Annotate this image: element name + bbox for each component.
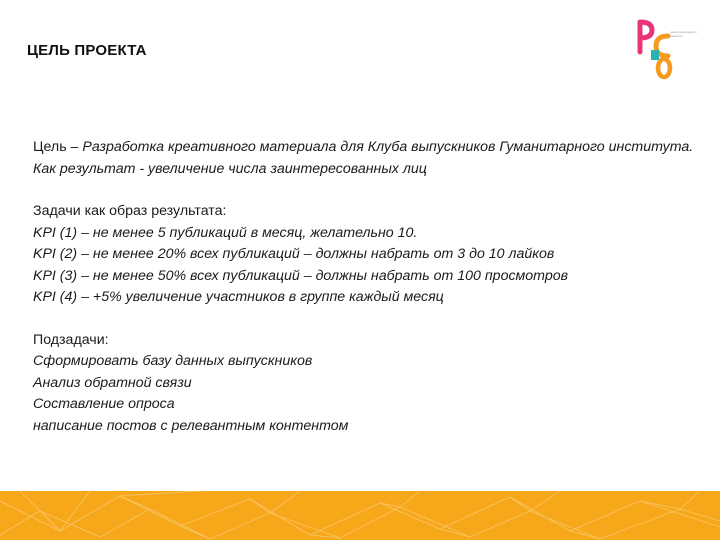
goal-text: Разработка креативного материала для Клуба выпускников Гуманитарного института. Как результат - увеличение числа заинтересованных лиц [33,139,694,177]
kpi-item: KPI (1) – не менее 5 публикаций в месяц, желательно 10. [33,224,418,241]
subtask-item: написание постов с релевантным контентом [33,417,349,434]
logo [634,18,694,82]
subtask-item: Анализ обратной связи [33,374,192,391]
goal-label: Цель – [33,139,79,155]
kpi-item: KPI (2) – не менее 20% всех публикаций – должны набрать от 3 до 10 лайков [33,246,555,262]
logo-tagline: школа креативного развития [670,30,697,38]
subtasks-heading: Подзадачи: [33,331,109,348]
content [33,137,698,437]
footer-band [0,491,720,540]
page-title: ЦЕЛЬ ПРОЕКТА [27,42,147,59]
subtask-item: Составление опроса [33,396,175,412]
tasks-heading: Задачи как образ результата: [33,203,227,219]
footer-pattern [0,491,720,540]
kpi-item: KPI (4) – +5% увеличение участников в группе каждый месяц [33,289,444,305]
goal-paragraph [33,137,698,180]
logo-mark [634,18,694,82]
kpi-item: KPI (3) – не менее 50% всех публикаций – должны набрать от 100 просмотров [33,267,569,284]
subtask-item: Сформировать базу данных выпускников [33,353,313,369]
